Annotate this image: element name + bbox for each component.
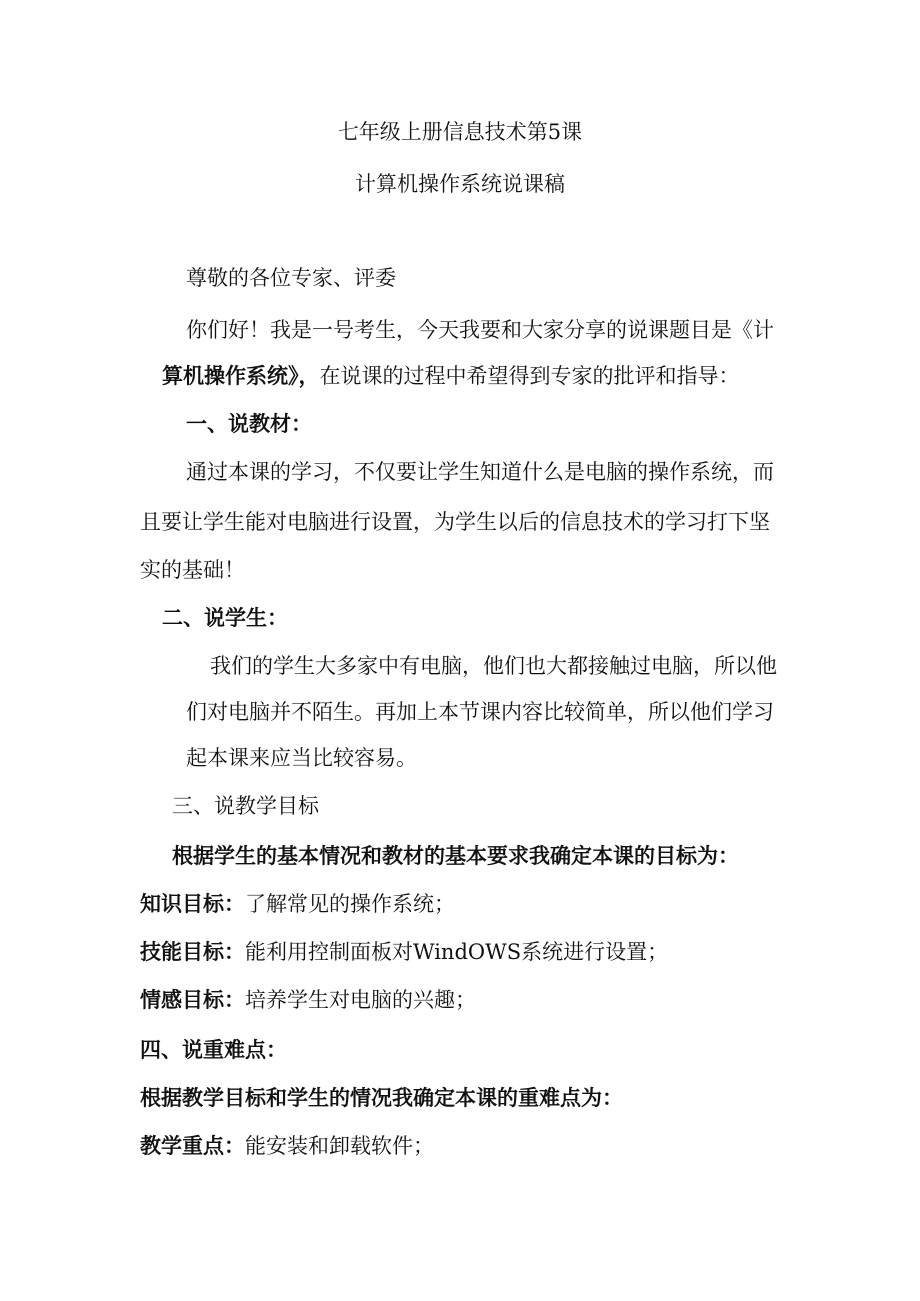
intro-line-2 <box>162 362 740 390</box>
intro-rest-text: 在说课的过程中希望得到专家的批评和指导： <box>319 364 740 388</box>
section-2-line-1: 我们的学生大多家中有电脑，他们也大都接触过电脑，所以他 <box>210 654 777 678</box>
knowledge-goal-label: 知识目标： <box>140 891 245 916</box>
skill-goal-label: 技能目标： <box>140 939 245 964</box>
emotion-goal-text: 培养学生对电脑的兴趣； <box>245 988 476 1012</box>
section-4-intro: 根据教学目标和学生的情况我确定本课的重难点为： <box>140 1085 623 1110</box>
section-3-heading: 三、说教学目标 <box>172 794 319 818</box>
section-1-line-3: 实的基础！ <box>140 558 245 582</box>
skill-goal-text: 能利用控制面板对WindOWS系统进行设置； <box>245 940 669 964</box>
section-1-line-1: 通过本课的学习，不仅要让学生知道什么是电脑的操作系统，而 <box>186 460 774 484</box>
document-title: 七年级上册信息技术第5课 <box>337 120 583 144</box>
section-1-line-2: 且要让学生能对电脑进行设置，为学生以后的信息技术的学习打下坚 <box>140 510 770 534</box>
teaching-key-point <box>140 1132 434 1160</box>
knowledge-goal-text: 了解常见的操作系统； <box>245 892 455 916</box>
section-2-line-3: 起本课来应当比较容易。 <box>186 746 417 770</box>
skill-goal <box>140 938 668 966</box>
section-3-intro: 根据学生的基本情况和教材的基本要求我确定本课的目标为： <box>172 843 739 868</box>
emotion-goal-label: 情感目标： <box>140 987 245 1012</box>
teaching-key-point-label: 教学重点： <box>140 1133 245 1158</box>
intro-line-1: 你们好！我是一号考生，今天我要和大家分享的说课题目是《计 <box>186 318 774 342</box>
teaching-key-point-text: 能安装和卸载软件； <box>245 1134 434 1158</box>
greeting: 尊敬的各位专家、评委 <box>186 266 396 290</box>
section-1-heading: 一、说教材： <box>186 411 312 436</box>
section-4-heading: 四、说重难点： <box>140 1037 287 1062</box>
section-2-line-2: 们对电脑并不陌生。再加上本节课内容比较简单，所以他们学习 <box>186 700 774 724</box>
knowledge-goal <box>140 890 455 918</box>
intro-bold-text: 算机操作系统》， <box>162 363 320 388</box>
section-2-heading: 二、说学生： <box>162 605 288 630</box>
emotion-goal <box>140 986 476 1014</box>
document-subtitle: 计算机操作系统说课稿 <box>355 172 565 196</box>
